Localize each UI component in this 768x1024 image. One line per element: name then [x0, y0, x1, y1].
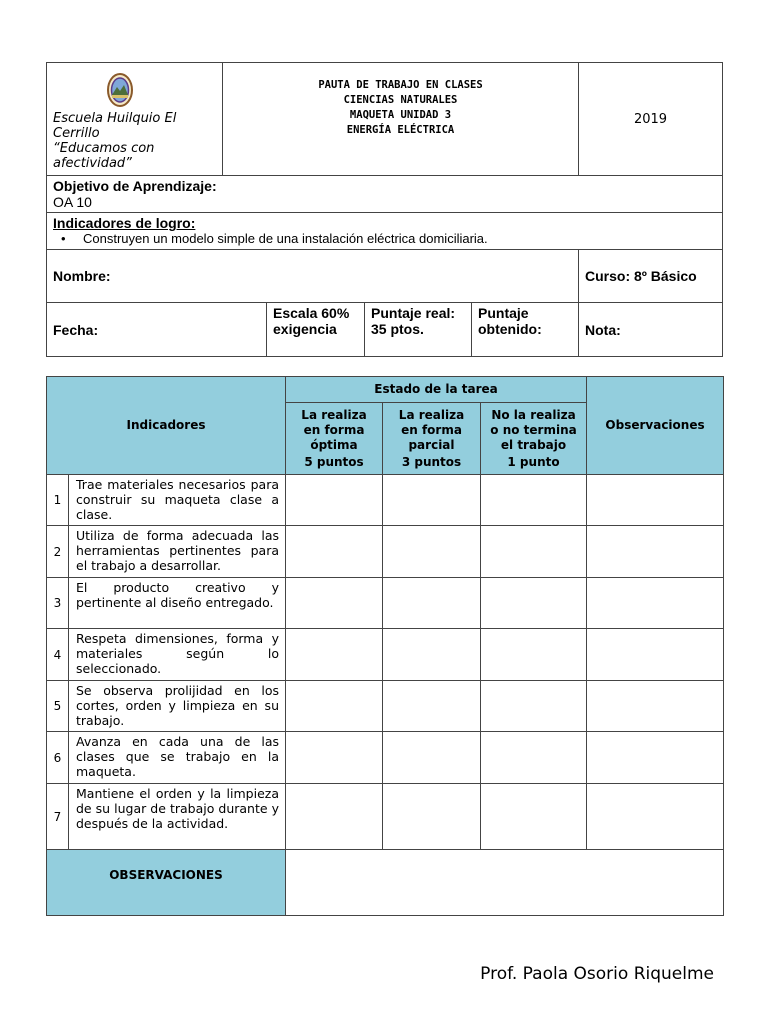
- scale-line-1: Escala 60%: [273, 305, 350, 321]
- level-3-line-3: el trabajo: [500, 437, 567, 452]
- table-row: [47, 784, 724, 850]
- table-row: [47, 526, 724, 578]
- score-cell-optima[interactable]: [286, 526, 383, 578]
- grade-field: Nota:: [579, 303, 723, 357]
- observation-cell[interactable]: [587, 681, 724, 732]
- table-row: [47, 681, 724, 732]
- indicator-text: Avanza en cada una de las clases que se trabajo en la maqueta.: [69, 732, 286, 784]
- indicator-text: Se observa prolijidad en los cortes, orden y limpieza en su trabajo.: [69, 681, 286, 732]
- school-motto-2: afectividad”: [53, 156, 132, 171]
- score-cell-no-realiza[interactable]: [481, 732, 587, 784]
- score-cell-parcial[interactable]: [383, 732, 481, 784]
- score-cell-optima[interactable]: [286, 732, 383, 784]
- observation-cell[interactable]: [587, 526, 724, 578]
- col-observaciones: Observaciones: [587, 377, 724, 475]
- observation-cell[interactable]: [587, 732, 724, 784]
- observations-area[interactable]: [286, 850, 724, 916]
- level-1-line-1: La realiza: [301, 407, 367, 422]
- obtained-line-1: Puntaje: [478, 305, 529, 321]
- document-title: [223, 63, 579, 176]
- table-row: [47, 578, 724, 629]
- obtained-line-2: obtenido:: [478, 321, 542, 337]
- observation-cell[interactable]: [587, 578, 724, 629]
- row-number: 4: [47, 629, 69, 681]
- observation-cell[interactable]: [587, 475, 724, 526]
- level-2-points: 3 puntos: [401, 454, 462, 469]
- objective-cell: [47, 176, 723, 213]
- score-cell-no-realiza[interactable]: [481, 629, 587, 681]
- indicator-text: Construyen un modelo simple de una instalación eléctrica domiciliaria.: [83, 231, 488, 246]
- rubric-table: [46, 376, 724, 916]
- title-line-3: MAQUETA UNIDAD 3: [349, 109, 452, 121]
- score-cell-parcial[interactable]: [383, 681, 481, 732]
- real-score-line-2: 35 ptos.: [371, 321, 424, 337]
- score-cell-parcial[interactable]: [383, 784, 481, 850]
- score-cell-parcial[interactable]: [383, 578, 481, 629]
- indicator-text: Utiliza de forma adecuada las herramientas pertinentes para el trabajo a desarrollar.: [69, 526, 286, 578]
- bullet-icon: •: [61, 231, 66, 246]
- level-2-line-3: parcial: [408, 437, 455, 452]
- level-2-line-2: en forma: [401, 422, 462, 437]
- observation-cell[interactable]: [587, 629, 724, 681]
- score-cell-optima[interactable]: [286, 681, 383, 732]
- level-1-points: 5 puntos: [304, 454, 364, 469]
- indicators-label: Indicadores de logro:: [53, 215, 196, 231]
- level-3-points: 1 punto: [507, 454, 560, 469]
- score-cell-optima[interactable]: [286, 629, 383, 681]
- school-line-1: Escuela Huilquio El: [53, 111, 177, 126]
- title-line-1: PAUTA DE TRABAJO EN CLASES: [318, 79, 483, 91]
- row-number: 7: [47, 784, 69, 850]
- header-table: [46, 62, 723, 357]
- indicator-bullet: [53, 231, 716, 247]
- level-parcial: [383, 403, 481, 475]
- school-motto-1: “Educamos con: [53, 141, 155, 156]
- col-indicadores: Indicadores: [47, 377, 286, 475]
- scale-line-2: exigencia: [273, 321, 337, 337]
- indicator-text: Mantiene el orden y la limpieza de su lugar de trabajo durante y después de la actividad.: [69, 784, 286, 850]
- real-score-cell: [365, 303, 472, 357]
- school-name: [47, 111, 222, 171]
- score-cell-parcial[interactable]: [383, 526, 481, 578]
- score-cell-no-realiza[interactable]: [481, 578, 587, 629]
- objective-value: OA 10: [53, 194, 92, 210]
- row-number: 6: [47, 732, 69, 784]
- score-cell-optima[interactable]: [286, 784, 383, 850]
- scale-cell: [267, 303, 365, 357]
- year-cell: 2019: [579, 63, 723, 176]
- indicators-cell: [47, 213, 723, 250]
- score-cell-no-realiza[interactable]: [481, 681, 587, 732]
- title-line-4: ENERGÍA ELÉCTRICA: [346, 124, 455, 136]
- date-field: Fecha:: [47, 303, 267, 357]
- title-line-2: CIENCIAS NATURALES: [343, 94, 458, 106]
- level-1-line-3: óptima: [310, 437, 358, 452]
- indicator-text: El producto creativo y pertinente al diseño entregado.: [69, 578, 286, 629]
- row-number: 3: [47, 578, 69, 629]
- obtained-score-cell: [472, 303, 579, 357]
- score-cell-no-realiza[interactable]: [481, 784, 587, 850]
- objective-label: Objetivo de Aprendizaje:: [53, 178, 217, 194]
- col-estado: Estado de la tarea: [286, 377, 587, 403]
- school-line-2: Cerrillo: [53, 126, 100, 141]
- level-3-line-2: o no termina: [490, 422, 577, 437]
- table-row: [47, 629, 724, 681]
- indicator-text: Respeta dimensiones, forma y materiales según lo seleccionado.: [69, 629, 286, 681]
- course-field: Curso: 8º Básico: [579, 250, 723, 303]
- school-crest-icon: [107, 73, 133, 107]
- row-number: 1: [47, 475, 69, 526]
- table-row: [47, 732, 724, 784]
- score-cell-no-realiza[interactable]: [481, 475, 587, 526]
- observations-label: OBSERVACIONES: [47, 850, 286, 916]
- indicator-text: Trae materiales necesarios para construir su maqueta clase a clase.: [69, 475, 286, 526]
- name-field: Nombre:: [47, 250, 579, 303]
- score-cell-no-realiza[interactable]: [481, 526, 587, 578]
- school-cell: [47, 63, 223, 176]
- score-cell-parcial[interactable]: [383, 629, 481, 681]
- score-cell-optima[interactable]: [286, 475, 383, 526]
- row-number: 2: [47, 526, 69, 578]
- level-1-line-2: en forma: [303, 422, 365, 437]
- author-signature: Prof. Paola Osorio Riquelme: [480, 964, 714, 984]
- real-score-line-1: Puntaje real:: [371, 305, 456, 321]
- level-no-realiza: [481, 403, 587, 475]
- level-3-line-1: No la realiza: [491, 407, 576, 422]
- level-2-line-1: La realiza: [398, 407, 465, 422]
- table-row: [47, 475, 724, 526]
- observation-cell[interactable]: [587, 784, 724, 850]
- score-cell-optima[interactable]: [286, 578, 383, 629]
- level-optima: [286, 403, 383, 475]
- row-number: 5: [47, 681, 69, 732]
- score-cell-parcial[interactable]: [383, 475, 481, 526]
